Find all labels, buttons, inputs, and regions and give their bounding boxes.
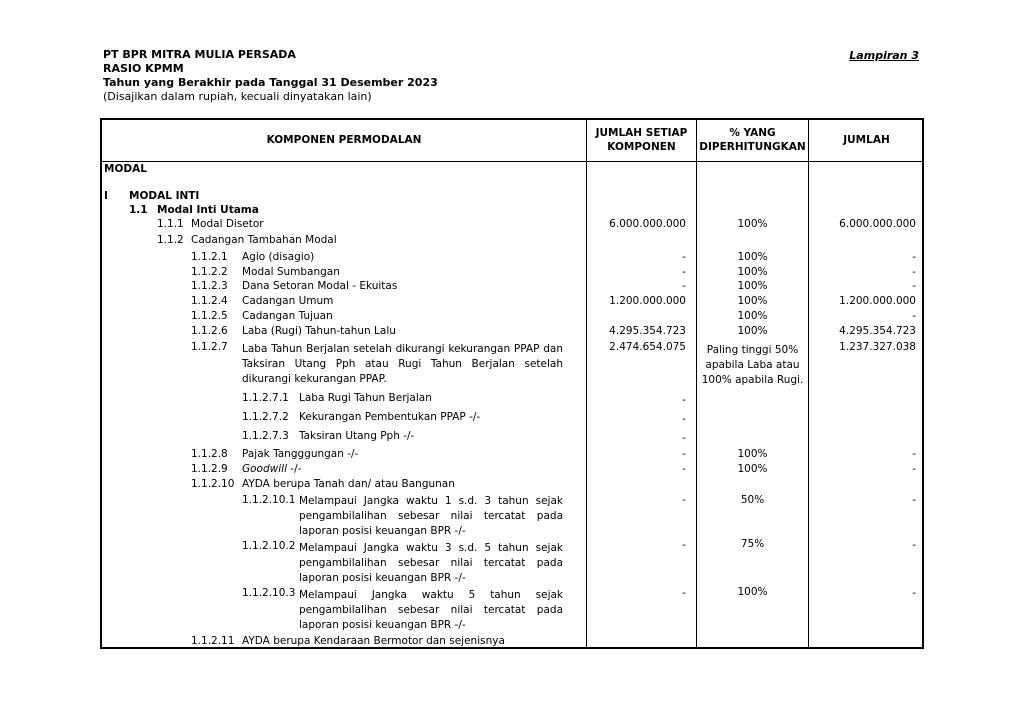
row-total: 6.000.000.000 <box>839 218 916 230</box>
row-total: - <box>912 587 916 599</box>
row-code: 1.1.2.7.2 <box>242 411 289 423</box>
row-amount: - <box>682 394 686 406</box>
row-label: Laba Tahun Berjalan setelah dikurangi kekurangan PPAP dan Taksiran Utang Pph atau Rugi Tahun Berjalan setelah dikurangi kekurangan PPAP. <box>242 343 563 385</box>
row-label: Laba Rugi Tahun Berjalan <box>299 392 432 404</box>
company-name: PT BPR MITRA MULIA PERSADA <box>103 48 296 61</box>
row-code: 1.1.2.7.1 <box>242 392 289 404</box>
header-component: KOMPONEN PERMODALAN <box>266 134 422 146</box>
row-percent: 100% <box>737 310 768 322</box>
row-amount: 4.295.354.723 <box>609 325 686 337</box>
row-percent: 100% <box>737 325 768 337</box>
row-amount: - <box>682 448 686 460</box>
row-label: Melampaui Jangka waktu 1 s.d. 3 tahun sejak pengambilalihan sebesar nilai tercatat pada laporan posisi keuangan BPR -/- <box>299 495 563 537</box>
report-period: Tahun yang Berakhir pada Tanggal 31 Desember 2023 <box>103 76 438 89</box>
row-label: Goodwill -/- <box>242 463 302 475</box>
row-percent: 100% <box>737 295 768 307</box>
row-label: AYDA berupa Kendaraan Bermotor dan sejenisnya <box>242 635 505 647</box>
row-label: Melampaui Jangka waktu 5 tahun sejak pengambilalihan sebesar nilai tercatat pada laporan posisi keuangan BPR -/- <box>299 589 563 631</box>
row-code: 1.1.2.5 <box>191 310 228 322</box>
row-amount: - <box>682 494 686 506</box>
row-percent: 100% <box>737 586 768 598</box>
row-code: 1.1.2 <box>157 234 184 246</box>
row-percent: 75% <box>740 538 765 550</box>
row-percent: 100% <box>737 448 768 460</box>
header-divider <box>102 161 922 162</box>
kpmm-table <box>100 118 924 649</box>
row-amount: - <box>682 432 686 444</box>
row-amount: - <box>682 266 686 278</box>
row-code: 1.1.2.7 <box>191 341 228 353</box>
row-total: - <box>912 266 916 278</box>
row-label: Cadangan Tambahan Modal <box>191 234 337 246</box>
roman-numeral: I <box>104 190 108 202</box>
row-label: Cadangan Tujuan <box>242 310 333 322</box>
row-code: 1.1.2.4 <box>191 295 228 307</box>
row-label: Melampaui Jangka waktu 3 s.d. 5 tahun sejak pengambilalihan sebesar nilai tercatat pada laporan posisi keuangan BPR -/- <box>299 542 563 584</box>
header-amount: JUMLAH SETIAP KOMPONEN <box>595 127 688 153</box>
row-code: 1.1.2.6 <box>191 325 228 337</box>
row-percent: 100% <box>737 218 768 230</box>
modal-inti-utama-heading: Modal Inti Utama <box>157 204 259 216</box>
row-total: 1.200.000.000 <box>839 295 916 307</box>
row-total: - <box>912 310 916 322</box>
row-percent: 100% <box>737 251 768 263</box>
row-amount: - <box>682 413 686 425</box>
row-total: - <box>912 494 916 506</box>
header-percent: % YANG DIPERHITUNGKAN <box>699 127 806 153</box>
attachment-label: Lampiran 3 <box>849 49 919 62</box>
row-total: - <box>912 463 916 475</box>
row-label: Pajak Tangggungan -/- <box>242 448 359 460</box>
row-label: Taksiran Utang Pph -/- <box>299 430 415 442</box>
col-divider <box>808 120 809 647</box>
row-label: Modal Sumbangan <box>242 266 340 278</box>
row-amount: - <box>682 251 686 263</box>
row-amount: - <box>682 463 686 475</box>
row-code: 1.1.2.7.3 <box>242 430 289 442</box>
row-code: 1.1.2.9 <box>191 463 228 475</box>
row-label: AYDA berupa Tanah dan/ atau Bangunan <box>242 478 455 490</box>
row-code: 1.1.1 <box>157 218 184 230</box>
row-code: 1.1.2.1 <box>191 251 228 263</box>
header-total: JUMLAH <box>843 134 890 146</box>
row-code: 1.1.2.8 <box>191 448 228 460</box>
row-label: Dana Setoran Modal - Ekuitas <box>242 280 398 292</box>
modal-inti-heading: MODAL INTI <box>129 190 200 202</box>
row-label: Modal Disetor <box>191 218 264 230</box>
row-amount: - <box>682 539 686 551</box>
row-total: - <box>912 539 916 551</box>
row-total: - <box>912 280 916 292</box>
report-title: RASIO KPMM <box>103 62 184 75</box>
row-code: 1.1.2.10.1 <box>242 494 296 506</box>
row-code: 1.1.2.10.3 <box>242 587 296 599</box>
subsection-number: 1.1 <box>129 204 148 216</box>
row-percent: 100% <box>737 266 768 278</box>
currency-note: (Disajikan dalam rupiah, kecuali dinyatakan lain) <box>103 90 372 103</box>
row-total: 4.295.354.723 <box>839 325 916 337</box>
row-amount: 1.200.000.000 <box>609 295 686 307</box>
row-percent: 100% <box>737 280 768 292</box>
section-modal: MODAL <box>104 163 147 175</box>
row-percent: 100% <box>737 463 768 475</box>
row-code: 1.1.2.3 <box>191 280 228 292</box>
col-divider <box>586 120 587 647</box>
row-label: Kekurangan Pembentukan PPAP -/- <box>299 411 481 423</box>
row-code: 1.1.2.10.2 <box>242 540 296 552</box>
row-label: Agio (disagio) <box>242 251 315 263</box>
row-amount: - <box>682 587 686 599</box>
row-amount: - <box>682 280 686 292</box>
row-percent: 50% <box>740 494 765 506</box>
row-total: 1.237.327.038 <box>839 341 916 353</box>
row-amount: 6.000.000.000 <box>609 218 686 230</box>
row-code: 1.1.2.10 <box>191 478 235 490</box>
row-total: - <box>912 251 916 263</box>
row-label: Cadangan Umum <box>242 295 334 307</box>
row-code: 1.1.2.11 <box>191 635 235 647</box>
row-label: Laba (Rugi) Tahun-tahun Lalu <box>242 325 396 337</box>
row-total: - <box>912 448 916 460</box>
row-amount: 2.474.654.075 <box>609 341 686 353</box>
row-code: 1.1.2.2 <box>191 266 228 278</box>
row-percent-note: Paling tinggi 50% apabila Laba atau 100% apabila Rugi. <box>701 344 804 386</box>
